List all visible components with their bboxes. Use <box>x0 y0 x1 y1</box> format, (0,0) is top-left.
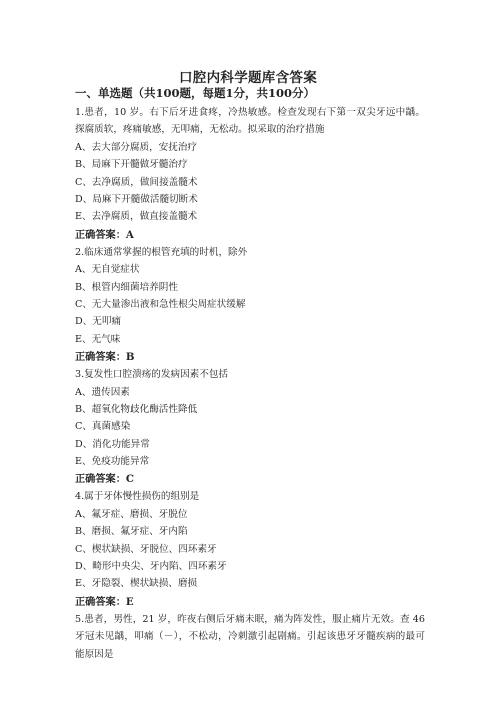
question-stem: 4.属于牙体慢性损伤的组别是 <box>75 491 200 503</box>
question-item <box>75 244 425 366</box>
question-stem: 1.患者，10 岁。右下后牙进食疼，冷热敏感。检查发现右下第一双尖牙远中龋。探腐质软，疼痛敏感，无叩痛，无松动。拟采取的治疗措施 <box>75 107 425 136</box>
question-item <box>75 366 425 488</box>
question-stem: 5.患者，男性，21 岁，昨夜右侧后牙痛未眠，痛为阵发性，服止痛片无效。查 46 牙冠未见龋，叩痛（－），不松动，冷刺激引起剧痛。引起该患牙牙髓疾病的最可能原因是 <box>75 613 425 660</box>
option-e: E、去净腐质，做直接盖髓术 <box>75 211 198 223</box>
option-b: B、磨损、氟牙症、牙内陷 <box>75 526 188 538</box>
option-a: A、无自觉症状 <box>75 264 140 276</box>
option-c: C、楔状缺损、牙脱位、四环素牙 <box>75 543 217 555</box>
option-c: C、无大量渗出液和急性根尖周症状缓解 <box>75 298 246 310</box>
option-d: D、畸形中央尖、牙内陷、四环素牙 <box>75 561 227 573</box>
option-a: A、遗传因素 <box>75 386 130 398</box>
question-list <box>75 104 425 663</box>
option-c: C、去净腐质，做间接盖髓术 <box>75 176 198 188</box>
option-c: C、真菌感染 <box>75 421 131 433</box>
option-d: D、无叩痛 <box>75 316 122 328</box>
option-e: E、牙隐裂、楔状缺损、磨损 <box>75 578 198 590</box>
question-item <box>75 104 425 244</box>
correct-answer: 正确答案：B <box>75 351 135 364</box>
option-a: A、氟牙症、磨损、牙脱位 <box>75 508 188 520</box>
correct-answer: 正确答案：E <box>75 595 134 608</box>
option-d: D、消化功能异常 <box>75 438 150 450</box>
question-item <box>75 488 425 610</box>
option-e: E、免疫功能异常 <box>75 456 150 468</box>
question-item <box>75 611 425 663</box>
option-b: B、局麻下开髓做牙髓治疗 <box>75 159 188 171</box>
option-e: E、无气味 <box>75 333 121 345</box>
option-a: A、去大部分腐质，安抚治疗 <box>75 141 198 153</box>
option-b: B、根管内细菌培养阴性 <box>75 281 178 293</box>
document-title: 口腔内科学题库含答案 <box>179 70 317 86</box>
correct-answer: 正确答案：A <box>75 228 134 241</box>
question-stem: 3.复发性口腔溃疡的发病因素不包括 <box>75 369 229 381</box>
option-b: B、超氧化物歧化酶活性降低 <box>75 403 198 415</box>
question-stem: 2.临床通常掌握的根管充填的时机，除外 <box>75 246 248 258</box>
option-d: D、局麻下开髓做活髓切断术 <box>75 193 198 205</box>
section-heading: 一、单选题（共100题，每题1分，共100分） <box>75 86 316 100</box>
correct-answer: 正确答案：C <box>75 473 135 486</box>
